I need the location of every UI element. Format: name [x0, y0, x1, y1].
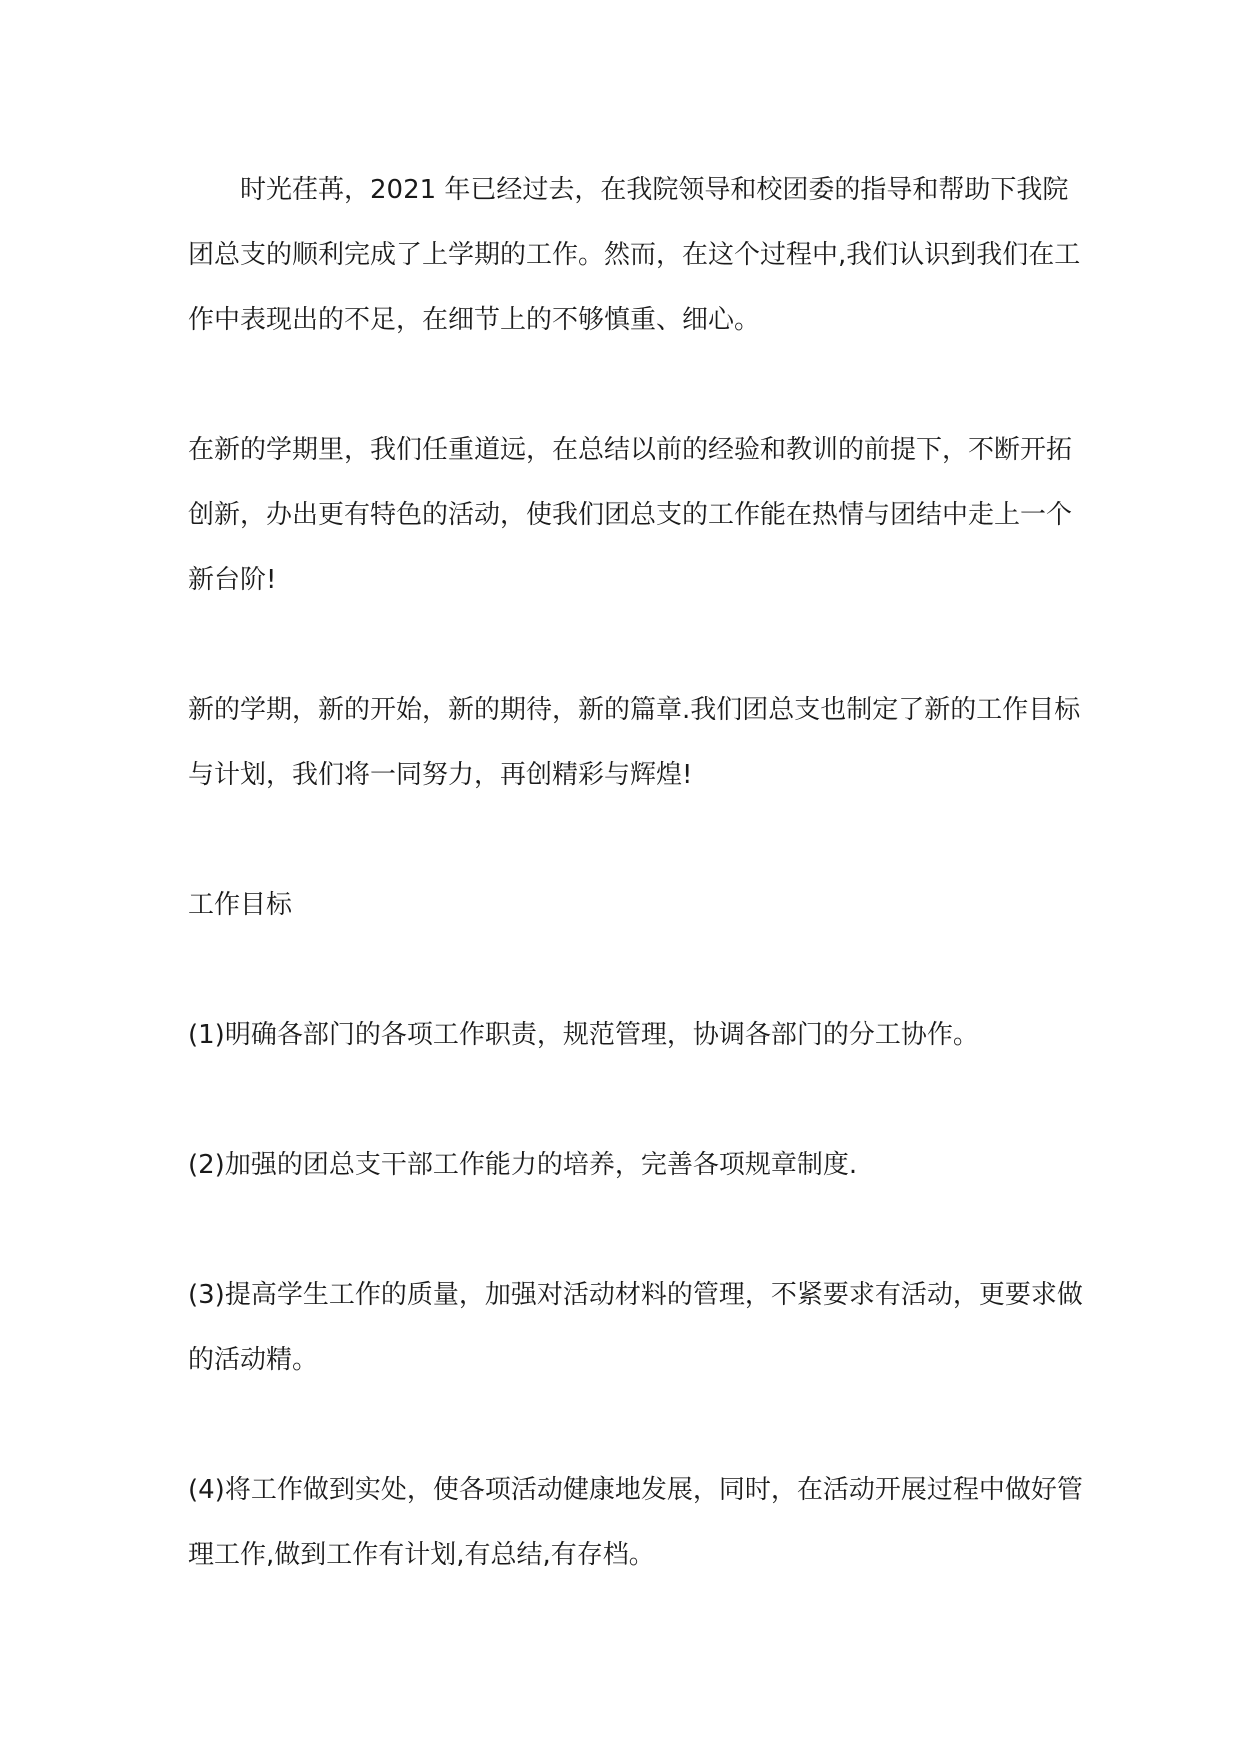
- goal-item-1: (1)明确各部门的各项工作职责，规范管理，协调各部门的分工协作。: [188, 1020, 979, 1050]
- document-body: [188, 158, 1088, 1653]
- paragraph-new-semester: 在新的学期里，我们任重道远，在总结以前的经验和教训的前提下，不断开拓创新，办出更有特色的活动，使我们团总支的工作能在热情与团结中走上一个新台阶!: [188, 435, 1073, 595]
- goal-item-3: (3)提高学生工作的质量，加强对活动材料的管理，不紧要求有活动，更要求做的活动精。: [188, 1280, 1083, 1375]
- section-heading-work-goals: 工作目标: [188, 890, 293, 920]
- paragraph-intro: 时光荏苒，2021 年已经过去，在我院领导和校团委的指导和帮助下我院团总支的顺利完成了上学期的工作。然而，在这个过程中,我们认识到我们在工作中表现出的不足，在细节上的不够慎重、细心。: [188, 175, 1081, 335]
- goal-item-4: (4)将工作做到实处，使各项活动健康地发展，同时，在活动开展过程中做好管理工作,做到工作有计划,有总结,有存档。: [188, 1475, 1083, 1570]
- paragraph-new-goals: 新的学期，新的开始，新的期待，新的篇章.我们团总支也制定了新的工作目标与计划，我们将一同努力，再创精彩与辉煌!: [188, 695, 1081, 790]
- goal-item-2: (2)加强的团总支干部工作能力的培养，完善各项规章制度.: [188, 1150, 858, 1180]
